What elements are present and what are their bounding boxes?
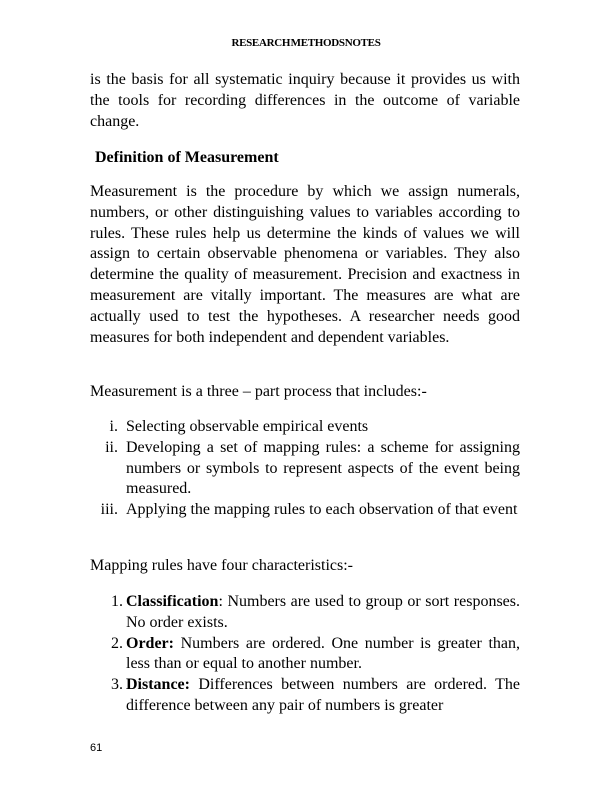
list-item (90, 417, 520, 438)
mapping-intro-paragraph: Mapping rules have four characteristics:- (90, 557, 354, 574)
list-item (111, 592, 520, 634)
definition-paragraph: Measurement is the procedure by which we assign numerals, numbers, or other distinguishing values to variables according to rules. These rules help us determine the kinds of values we will assign to certain observable phenomena or variables. They also determine the quality of measurement. Precision and exactness in measurement are vitally important. The measures are what are actually used to test the hypotheses. A researcher needs good measures for both independent and dependent variables. (90, 183, 520, 346)
process-steps-list (90, 417, 520, 521)
list-item-text: Numbers are used to group or sort responses. No order exists. (126, 593, 520, 631)
list-item (111, 675, 520, 717)
list-item (90, 438, 520, 500)
list-marker: ii. (105, 438, 118, 456)
process-intro-paragraph: Measurement is a three – part process that includes:- (90, 383, 427, 400)
term-label: Distance: (126, 676, 190, 694)
term-label: Order: (126, 634, 174, 652)
term-separator (174, 635, 181, 652)
list-marker: 1. (111, 593, 123, 610)
list-item-text: Selecting observable empirical events (126, 418, 369, 435)
term-label: Classification (126, 593, 219, 610)
list-item (111, 634, 520, 676)
list-marker: 2. (111, 634, 123, 652)
term-separator: : (218, 593, 228, 610)
list-item-text: Numbers are ordered. One number is greater than, less than or equal to another number. (126, 634, 521, 673)
list-item-text: Developing a set of mapping rules: a scheme for assigning numbers or symbols to represent aspects of the event being measured. (126, 438, 520, 498)
list-marker: 3. (111, 676, 123, 694)
list-item-text: Differences between numbers are ordered. The difference between any pair of numbers is greater (126, 676, 520, 714)
section-heading: Definition of Measurement (95, 149, 279, 166)
list-item (90, 500, 520, 521)
list-marker: iii. (100, 501, 118, 519)
list-item-text: Applying the mapping rules to each observation of that event (126, 501, 518, 519)
intro-paragraph: is the basis for all systematic inquiry because it provides us with the tools for recording differences in the outcome of variable change. (90, 71, 520, 130)
page-number: 61 (90, 742, 103, 754)
running-header: RESEARCH METHODSNOTES (231, 37, 381, 49)
list-marker: i. (109, 418, 118, 435)
characteristics-list (111, 592, 520, 717)
